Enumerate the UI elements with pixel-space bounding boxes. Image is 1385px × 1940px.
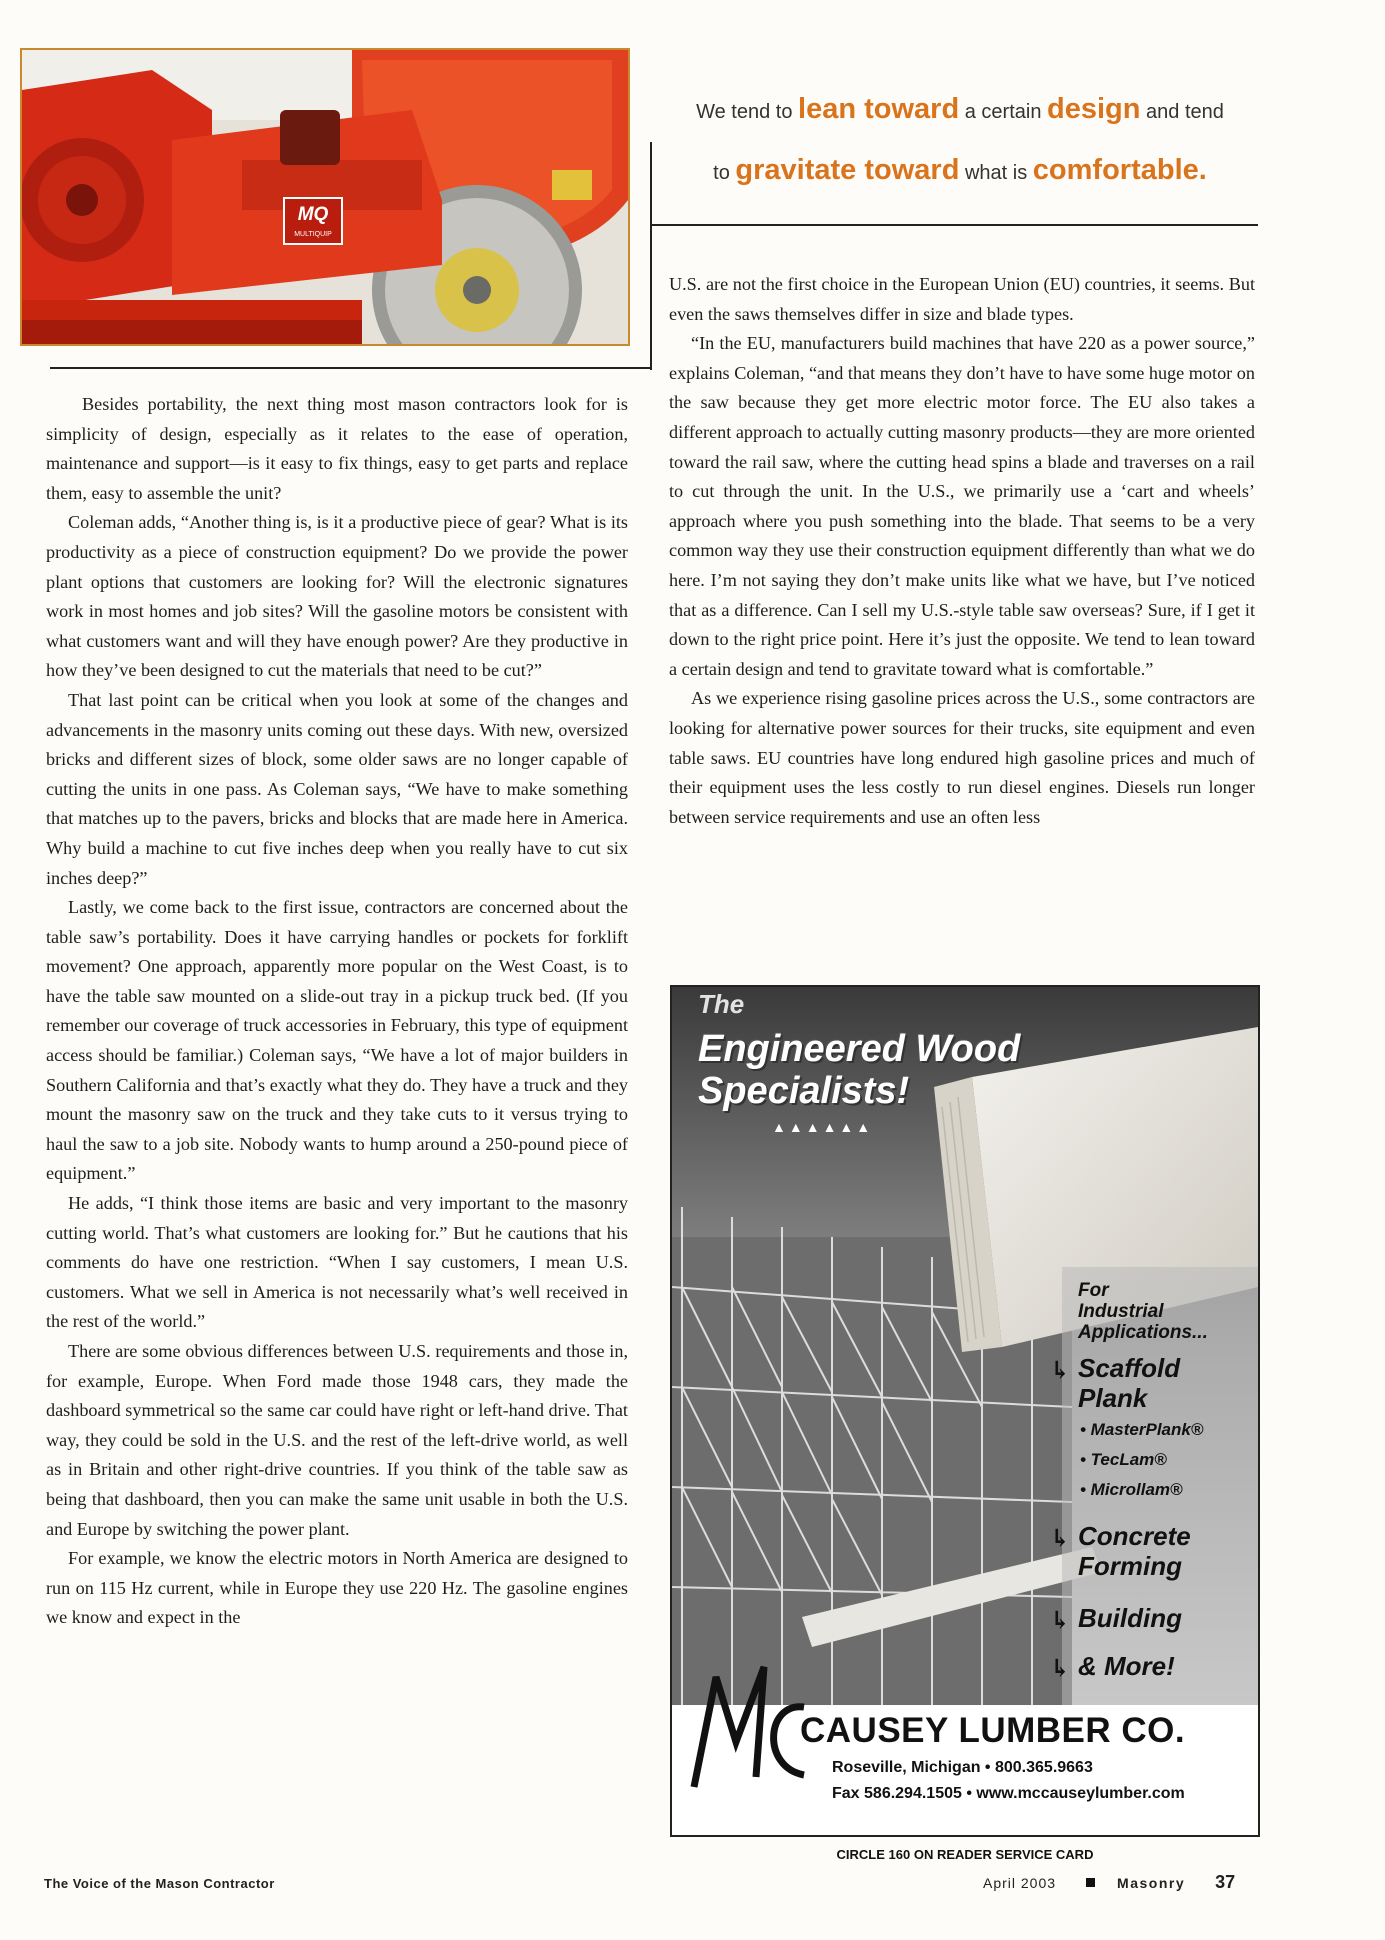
article-column-left [46,390,628,1633]
pq-2-2: what is [959,162,1033,184]
arrow-icon: ↳ [1050,1656,1071,1682]
paragraph: Coleman adds, “Another thing is, is it a productive piece of gear? What is its productivity as a piece of construction equipment? Do we provide the power plant options that customers are looking for? Will the electronic signatures work in most homes and job sites? Will the gasoline motors be consistent with what customers want and will they have enough power? Are they productive in how they’ve been designed to cut the materials that need to be cut?” [46,512,628,681]
rule-right-top [650,224,1258,226]
pq-1-1: lean toward [798,93,960,125]
mccausey-logo [686,1647,806,1797]
pq-1-3: design [1047,93,1141,125]
pq-1-4: and tend [1140,101,1224,123]
ad-bullet-microllam: • Microllam® [1080,1480,1183,1499]
paragraph: U.S. are not the first choice in the European Union (EU) countries, it seems. But even the saws themselves differ in size and blade types. [669,274,1255,324]
ad-caption: CIRCLE 160 ON READER SERVICE CARD [836,1847,1094,1862]
ad-headline-2: Specialists! [698,1070,910,1112]
pq-2-0: to [713,162,736,184]
mc-logo-icon [686,1647,806,1797]
article-column-right [669,270,1255,832]
logo-multiquip: MULTIQUIP [294,231,332,238]
footer-date: April 2003 [983,1875,1057,1891]
ad-headline-1: Engineered Wood [698,1028,1021,1070]
pull-quote-line-2 [660,141,1260,202]
paragraph: “In the EU, manufacturers build machines that have 220 as a power source,” explains Coleman, “and that means they don’t have to have some huge motor on the saw because they get more electric motor force. The EU also takes a different approach to actually cutting masonry products—they are more oriented toward the rail saw, where the cutting head spins a blade and traverses on a rail to cut through the unit. In the U.S., we primarily use a ‘cart and wheels’ approach where you push something into the blade. That seems to be a very common way they use their construction equipment differently than what we do here. I’m not saying they don’t make units like what we have, but I’ve noticed that as a difference. Can I sell my U.S.-style table saw overseas? Sure, if I get it down to the right price point. Here it’s just the opposite. We tend to lean toward a certain design and tend to gravitate toward what is comfortable.” [669,333,1256,679]
ad-for-label: For [1078,1280,1109,1301]
paragraph: There are some obvious differences between U.S. requirements and those in, for example, Europe. When Ford made those 1948 cars, they made the dashboard symmetrical so the same car could have right or left-hand drive. That way, they could be sold in the U.S. and the rest of the left-drive world, as well as in Britain and other right-drive countries. If you think of the table saw as being that dashboard, then you can make the same unit usable in both the U.S. and Europe by switching the power plant. [46,1341,628,1539]
arrow-icon: ↳ [1050,1358,1071,1384]
masonry-saw-illustration [22,50,628,344]
saw-photo [20,48,630,346]
advertisement[interactable] [670,985,1260,1837]
pq-2-1: gravitate toward [735,154,960,186]
ad-company-block [672,1705,1258,1835]
paragraph: As we experience rising gasoline prices across the U.S., some contractors are looking for alternative power sources for their trucks, site equipment and even table saws. EU countries have long endured high gasoline prices and much of their equipment uses the less costly to run diesel engines. Diesels run longer between service requirements and use an often less [669,688,1255,827]
ad-industrial-label: Industrial [1078,1301,1164,1322]
ad-service-concrete: Concrete [1078,1521,1191,1551]
ad-company-name: CAUSEY LUMBER CO. [800,1711,1186,1750]
paragraph: Besides portability, the next thing most mason contractors look for is simplicity of design, especially as it relates to the ease of operation, maintenance and support—is it easy to fix things, easy to get parts and replace them, easy to assemble the unit? [46,394,628,503]
paragraph: That last point can be critical when you look at some of the changes and advancements in the masonry units coming out these days. With new, oversized bricks and different sizes of block, some older saws are no longer capable of cutting the units in one pass. As Coleman says, “We have to make something that matches up to the pavers, bricks and blocks that are made here in America. Why build a machine to cut five inches deep when you really have to cut six inches deep?” [46,689,628,888]
rule-left-top [50,367,650,369]
arrow-icon: ↳ [1050,1526,1071,1552]
ad-service-plank: Plank [1078,1383,1148,1413]
pull-quote-line-1 [660,80,1260,141]
ad-bullet-masterplank: • MasterPlank® [1080,1420,1204,1439]
pq-2-3: comfortable. [1032,154,1207,186]
ad-contact-line-1: Roseville, Michigan • 800.365.9663 [832,1759,1093,1776]
ad-applications-label: Applications... [1078,1322,1208,1343]
ad-service-forming: Forming [1078,1551,1182,1581]
ad-contact-line-2: Fax 586.294.1505 • www.mccauseylumber.com [832,1785,1185,1802]
ad-bullet-teclam: • TecLam® [1080,1450,1167,1469]
logo-mq: MQ [297,204,329,225]
paragraph: Lastly, we come back to the first issue, contractors are concerned about the table saw’s portability. Does it have carrying handles or pockets for forklift movement? One approach, apparently more popular on the West Coast, is to have the table saw mounted on a slide-out tray in a pickup truck bed. (If you remember our coverage of truck accessories in February, this type of equipment access should be familiar.) Coleman says, “We have a lot of major builders in Southern California and that’s exactly what they do. They have a truck and they mount the masonry saw on the truck and they take cuts to it versus trying to haul the saw to a job site. Nobody wants to hump around a 250-pound piece of equipment.” [46,897,628,1184]
ad-service-scaffold: Scaffold [1078,1353,1181,1383]
pull-quote [660,80,1260,202]
page-number: 37 [1215,1872,1236,1892]
pq-1-2: a certain [959,101,1047,123]
ad-service-building: Building [1078,1603,1182,1633]
square-bullet-icon [1086,1878,1095,1887]
footer-tagline: The Voice of the Mason Contractor [44,1876,275,1891]
triangles-decoration: ▲▲▲▲▲▲ [772,1119,874,1135]
paragraph: For example, we know the electric motors in North America are designed to run on 115 Hz current, while in Europe they use 220 Hz. The gasoline engines we know and expect in the [46,1548,628,1628]
paragraph: He adds, “I think those items are basic and very important to the masonry cutting world. That’s what customers are looking for.” But he cautions that his comments do have one restriction. “When I say customers, I mean U.S. customers. What we sell in America is not necessarily what’s well received in the rest of the world.” [46,1193,628,1332]
footer-magazine: Masonry [1117,1875,1186,1891]
ad-service-more: & More! [1078,1651,1175,1681]
ad-the: The [698,989,745,1019]
rule-vertical [650,142,652,370]
footer-folio [983,1872,1235,1893]
arrow-icon: ↳ [1050,1608,1071,1634]
pq-1-0: We tend to [696,101,799,123]
